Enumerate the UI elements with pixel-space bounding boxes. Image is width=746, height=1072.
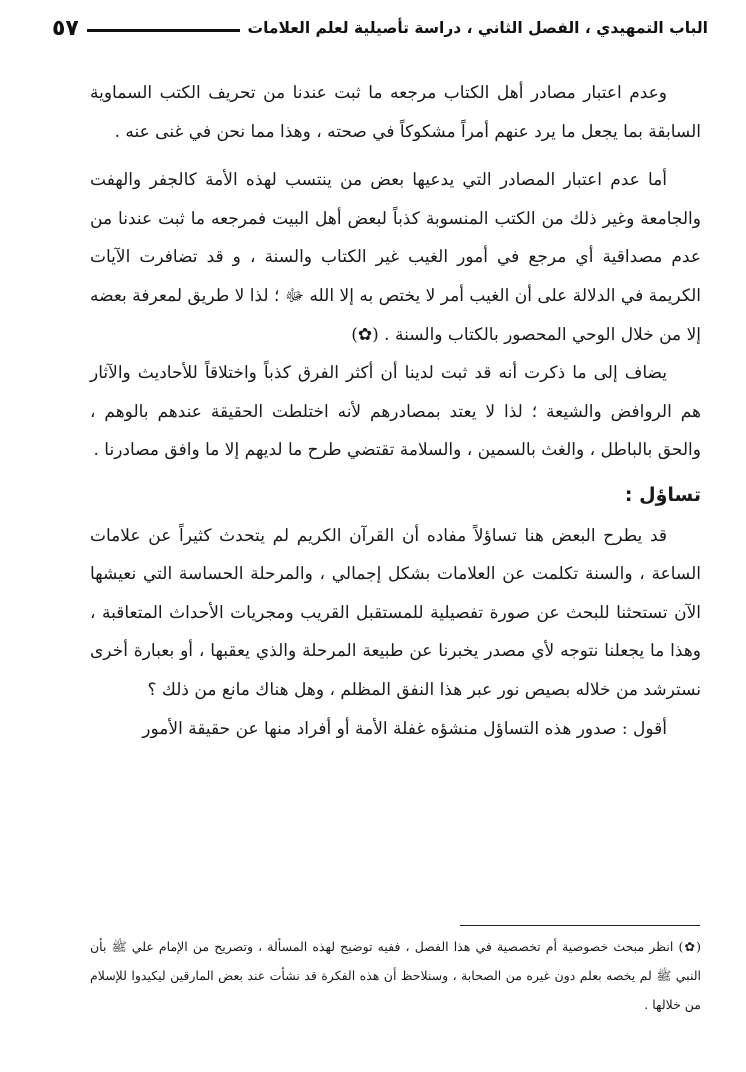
section-heading: تساؤل : (624, 483, 701, 506)
footnotes (90, 932, 701, 1019)
footnote-separator (460, 925, 700, 926)
paragraph-1: وعدم اعتبار مصادر أهل الكتاب مرجعه ما ثبت عندنا من تحريف الكتب السماوية السابقة بما يجعل ما يرد عنهم أمراً مشكوكاً في صحته ، وهذا مما نحن في غنى عنه . (90, 83, 701, 142)
footnote-1 (90, 932, 701, 1019)
paragraph-4: قد يطرح البعض هنا تساؤلاً مفاده أن القرآن الكريم لم يتحدث كثيراً عن علامات الساعة ، والسنة تكلمت عن العلامات بشكل إجمالي ، والمرحلة الحساسة التي نعيشها الآن تستحثنا للبحث عن صورة تفصيلية للمستقبل القريب ومجريات الأحداث المتعاقبة ، وهذا ما يجعلنا نتوجه لأي مصدر يخبرنا عن طبيعة المرحلة والذي يعقبها ، أو بعبارة أخرى نسترشد من خلاله بصيص نور عبر هذا النفق المظلم ، وهل هناك مانع من ذلك ؟ (90, 525, 701, 700)
paragraph-2 (90, 161, 701, 354)
paragraph-2-text: أما عدم اعتبار المصادر التي يدعيها بعض من ينتسب لهذه الأمة كالجفر والهفت والجامعة وغير ذلك من الكتب المنسوبة كذباً لبعض أهل البيت فمرجعه ما ثبت عندنا من عدم مصداقية أي مرجع في أمور الغيب غير الكتاب والسنة ، و قد تضافرت الآيات الكريمة في الدلالة على أن الغيب أمر لا يختص به إلا الله ﷻ ؛ لذا لا طريق لمعرفة بعضه إلا من خلال الوحي المحصور بالكتاب والسنة . (90, 170, 701, 345)
page-number: ٥٧ (52, 15, 79, 41)
paragraph-5: أقول : صدور هذه التساؤل منشؤه غفلة الأمة أو أفراد منها عن حقيقة الأمور (142, 718, 667, 739)
body-text (90, 74, 701, 748)
footnote-mark: (✿) (678, 939, 701, 954)
header-rule (87, 29, 240, 32)
running-title: الباب التمهيدي ، الفصل الثاني ، دراسة تأصيلية لعلم العلامات (247, 19, 708, 37)
page-header (52, 10, 708, 46)
footnote-text: انظر مبحث خصوصية أم تخصصية في هذا الفصل ، ففيه توضيح لهذه المسألة ، وتصريح من الإمام علي ﷺ بأن النبي ﷺ لم يخصه بعلم دون غيره من الصحابة ، وسنلاحظ أن هذه الفكرة قد نشأت عند بعض المارقين ليكيدوا للإسلام من خلالها . (90, 939, 701, 1012)
paragraph-3: يضاف إلى ما ذكرت أنه قد ثبت لدينا أن أكثر الفرق كذباً واختلاقاً للأحاديث والآثار هم الروافض والشيعة ؛ لذا لا يعتد بمصادرهم لأنه اختلطت الحقيقة عندهم بالوهم ، والحق بالباطل ، والغث بالسمين ، والسلامة تقتضي طرح ما لديهم إلا ما وافق مصادرنا . (90, 363, 701, 461)
footnote-reference: (✿) (351, 324, 379, 345)
